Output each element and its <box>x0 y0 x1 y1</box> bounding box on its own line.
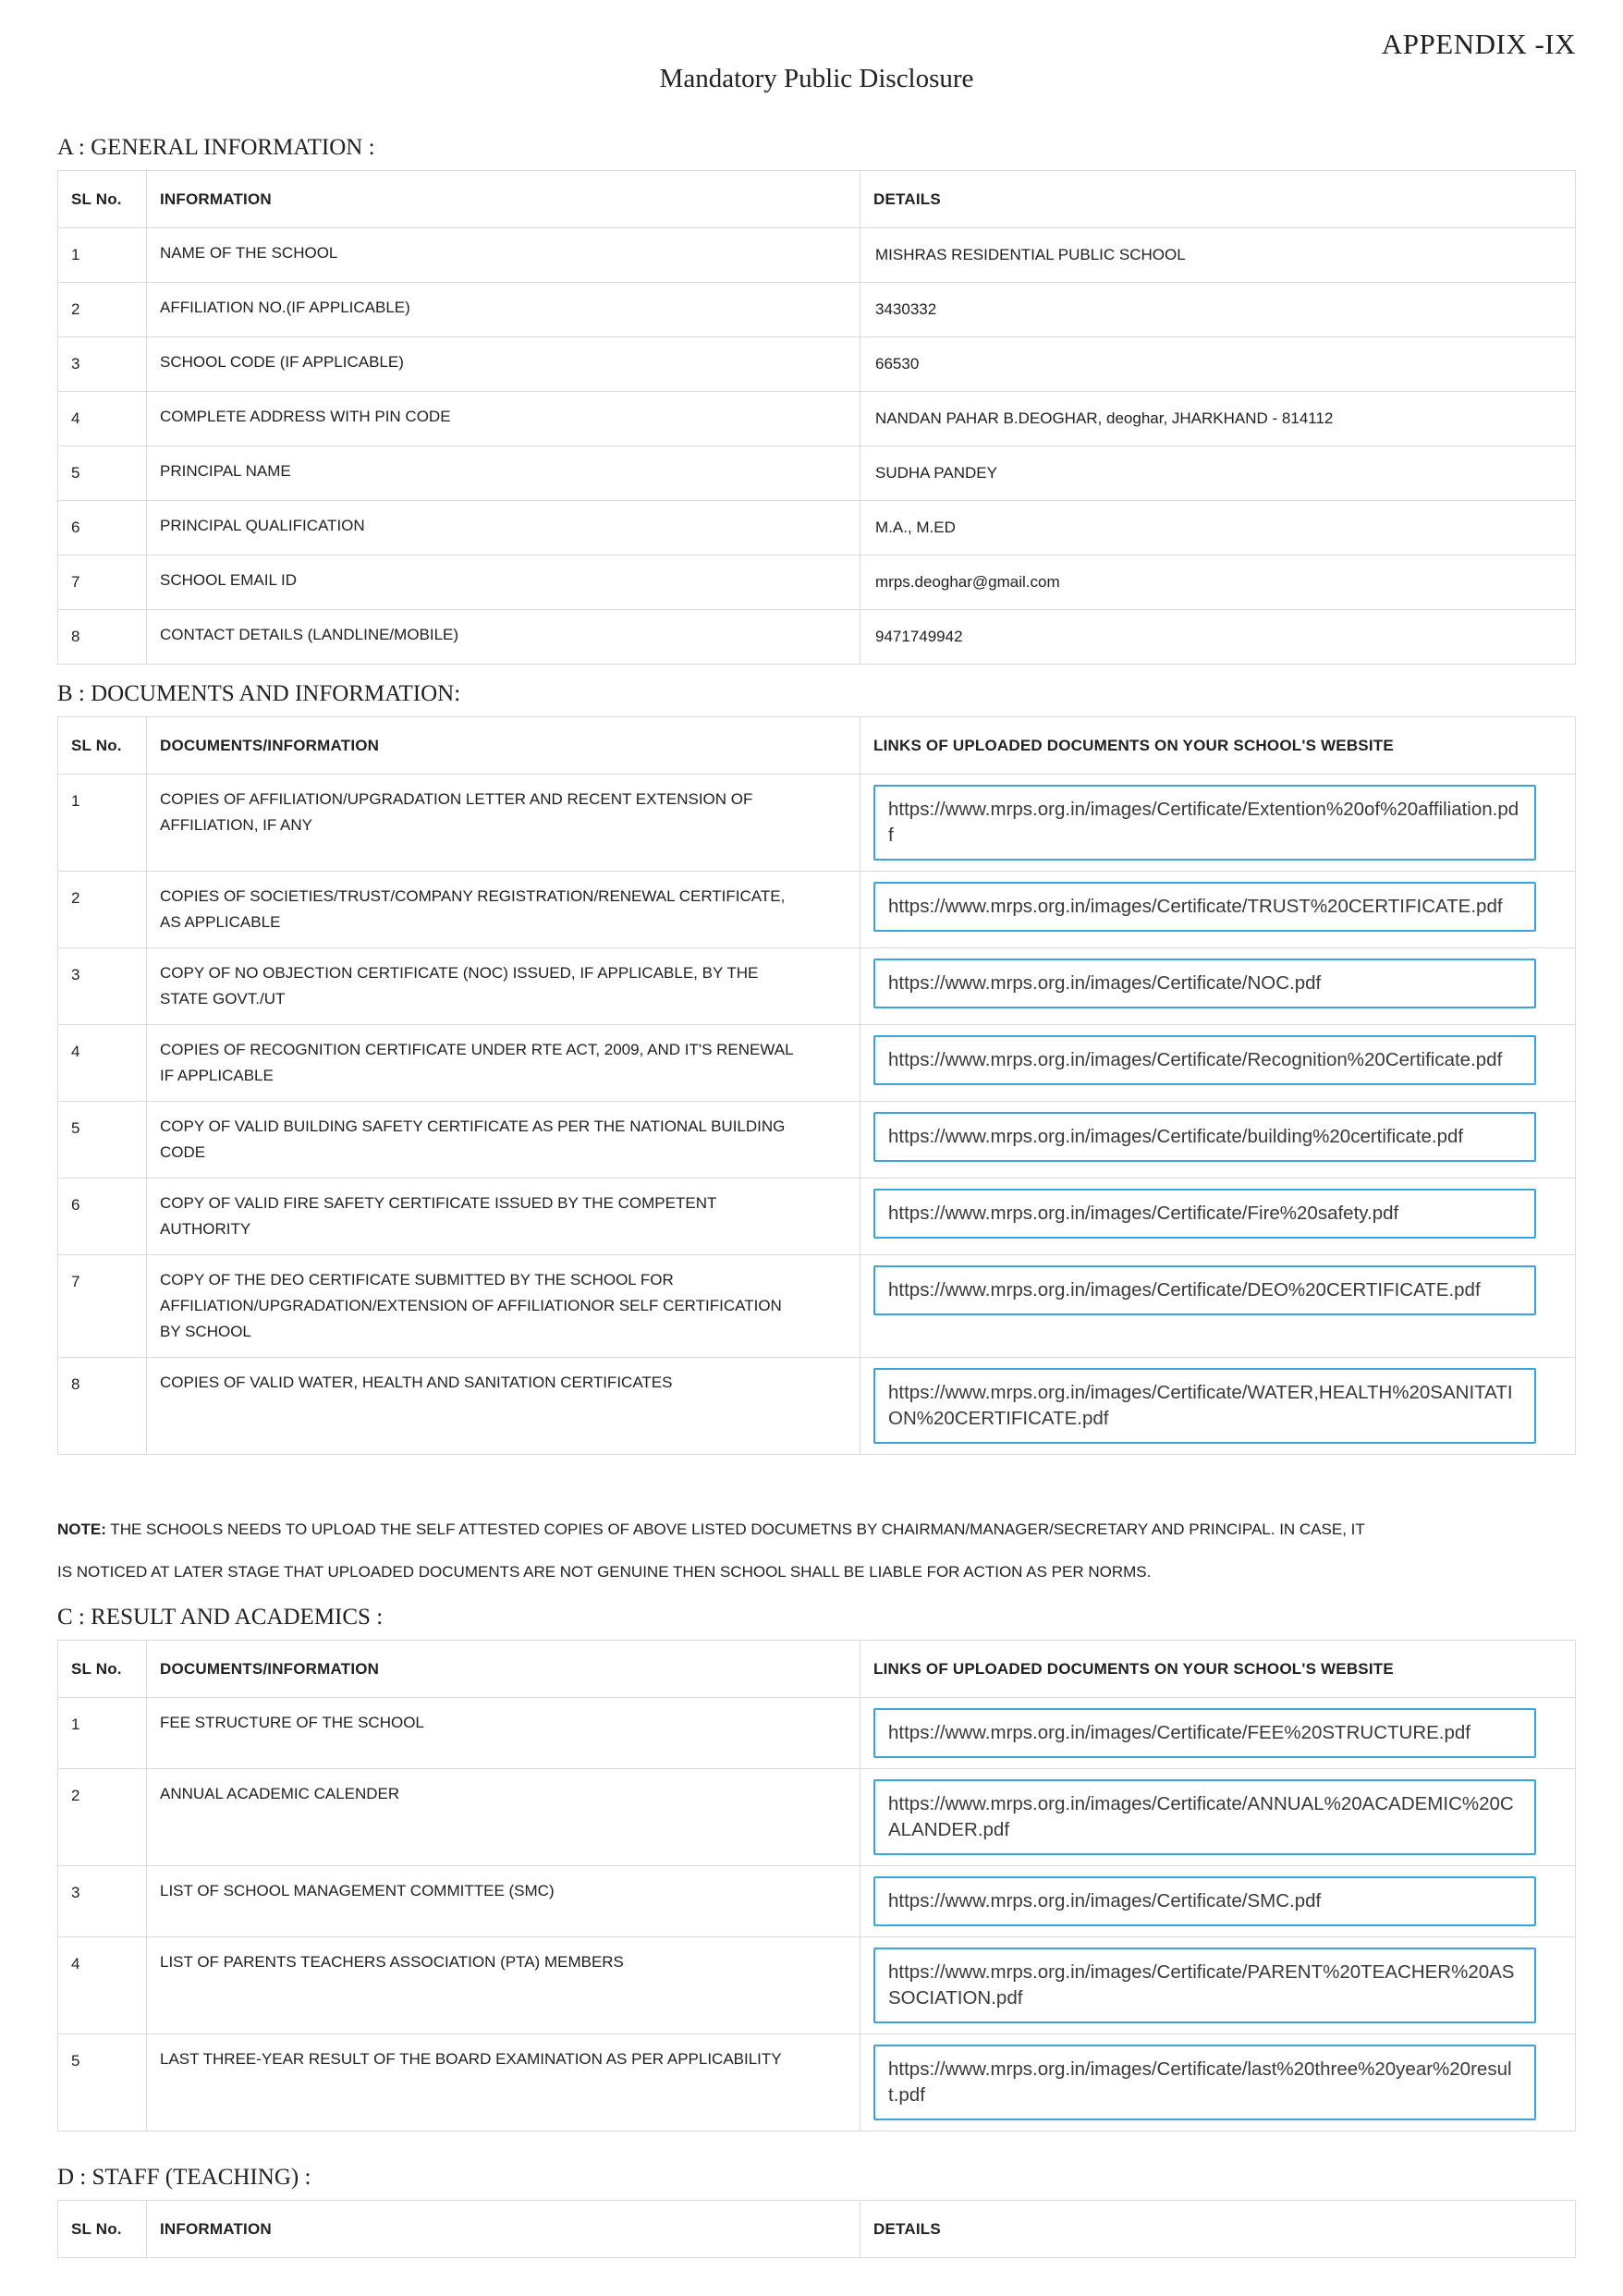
note-text: THE SCHOOLS NEEDS TO UPLOAD THE SELF ATTESTED COPIES OF ABOVE LISTED DOCUMETNS BY CHAIRMAN/MANAGER/SECRETARY AND PRINCIPAL. IN CASE, IT IS NOTICED AT LATER STAGE THAT UPLOADED DOCUMENTS ARE NOT GENUINE THEN SCHOOL SHALL BE LIABLE FOR ACTION AS PER NORMS. <box>57 1520 1365 1581</box>
document-link-box[interactable] <box>873 1368 1536 1444</box>
document-link-url: https://www.mrps.org.in/images/Certificate/WATER,HEALTH%20SANITATION%20CERTIFICATE.pdf <box>888 1382 1513 1429</box>
document-link-box[interactable] <box>873 1112 1536 1162</box>
table-row <box>58 283 1576 337</box>
cell-document-link <box>860 1179 1576 1255</box>
col-header-links: LINKS OF UPLOADED DOCUMENTS ON YOUR SCHOOL'S WEBSITE <box>860 1641 1576 1698</box>
table-row <box>58 1937 1576 2034</box>
col-header-sl-no: SL No. <box>58 1641 147 1698</box>
cell-sl-no: 1 <box>58 1698 147 1769</box>
cell-sl-no: 3 <box>58 337 147 392</box>
document-link-url: https://www.mrps.org.in/images/Certificate/FEE%20STRUCTURE.pdf <box>888 1722 1470 1743</box>
table-row <box>58 775 1576 872</box>
cell-sl-no: 1 <box>58 228 147 283</box>
cell-document-link <box>860 1358 1576 1455</box>
cell-document-label: LIST OF SCHOOL MANAGEMENT COMMITTEE (SMC) <box>147 1866 860 1937</box>
cell-sl-no: 6 <box>58 1179 147 1255</box>
cell-document-link <box>860 1866 1576 1937</box>
col-header-information: INFORMATION <box>147 171 860 228</box>
cell-document-label: COPIES OF SOCIETIES/TRUST/COMPANY REGISTRATION/RENEWAL CERTIFICATE, AS APPLICABLE <box>147 872 860 948</box>
cell-sl-no: 2 <box>58 283 147 337</box>
table-row <box>58 610 1576 665</box>
cell-sl-no: 4 <box>58 1937 147 2034</box>
col-header-details: DETAILS <box>860 171 1576 228</box>
section-d-heading: D : STAFF (TEACHING) : <box>57 2165 311 2190</box>
document-link-url: https://www.mrps.org.in/images/Certificate/ANNUAL%20ACADEMIC%20CALANDER.pdf <box>888 1793 1514 1840</box>
cell-sl-no: 7 <box>58 1255 147 1358</box>
document-link-box[interactable] <box>873 1876 1536 1926</box>
table-row <box>58 501 1576 556</box>
table-row <box>58 1255 1576 1358</box>
table-row <box>58 1102 1576 1179</box>
document-link-url: https://www.mrps.org.in/images/Certificate/TRUST%20CERTIFICATE.pdf <box>888 896 1503 917</box>
table-row <box>58 392 1576 446</box>
col-header-documents-information: DOCUMENTS/INFORMATION <box>147 1641 860 1698</box>
cell-details: M.A., M.ED <box>860 501 1576 556</box>
cell-document-link <box>860 1025 1576 1102</box>
table-row <box>58 1025 1576 1102</box>
document-link-box[interactable] <box>873 1265 1536 1315</box>
table-header-row <box>58 2201 1576 2258</box>
cell-sl-no: 3 <box>58 1866 147 1937</box>
cell-document-label: LIST OF PARENTS TEACHERS ASSOCIATION (PTA) MEMBERS <box>147 1937 860 2034</box>
cell-sl-no: 3 <box>58 948 147 1025</box>
cell-document-link <box>860 1769 1576 1866</box>
col-header-sl-no: SL No. <box>58 717 147 775</box>
appendix-label: APPENDIX -IX <box>1381 28 1576 60</box>
cell-sl-no: 5 <box>58 446 147 501</box>
cell-document-label: ANNUAL ACADEMIC CALENDER <box>147 1769 860 1866</box>
document-link-box[interactable] <box>873 959 1536 1008</box>
general-information-table <box>57 170 1576 665</box>
cell-document-label: COPIES OF VALID WATER, HEALTH AND SANITATION CERTIFICATES <box>147 1358 860 1455</box>
cell-information: AFFILIATION NO.(IF APPLICABLE) <box>147 283 860 337</box>
cell-document-label: LAST THREE-YEAR RESULT OF THE BOARD EXAMINATION AS PER APPLICABILITY <box>147 2034 860 2131</box>
cell-information: NAME OF THE SCHOOL <box>147 228 860 283</box>
document-link-url: https://www.mrps.org.in/images/Certificate/SMC.pdf <box>888 1890 1322 1911</box>
cell-sl-no: 8 <box>58 610 147 665</box>
cell-information: SCHOOL CODE (IF APPLICABLE) <box>147 337 860 392</box>
document-link-box[interactable] <box>873 1948 1536 2023</box>
document-link-url: https://www.mrps.org.in/images/Certificate/PARENT%20TEACHER%20ASSOCIATION.pdf <box>888 1961 1515 2009</box>
cell-sl-no: 2 <box>58 872 147 948</box>
document-link-box[interactable] <box>873 785 1536 861</box>
document-link-url: https://www.mrps.org.in/images/Certificate/last%20three%20year%20result.pdf <box>888 2058 1512 2106</box>
cell-sl-no: 5 <box>58 2034 147 2131</box>
cell-sl-no: 4 <box>58 392 147 446</box>
table-row <box>58 228 1576 283</box>
document-link-box[interactable] <box>873 882 1536 932</box>
col-header-sl-no: SL No. <box>58 2201 147 2258</box>
cell-document-link <box>860 2034 1576 2131</box>
document-link-url: https://www.mrps.org.in/images/Certificate/NOC.pdf <box>888 972 1322 994</box>
table-row <box>58 1866 1576 1937</box>
document-link-box[interactable] <box>873 2045 1536 2120</box>
document-link-url: https://www.mrps.org.in/images/Certificate/Fire%20safety.pdf <box>888 1203 1399 1224</box>
section-a-heading: A : GENERAL INFORMATION : <box>57 135 375 160</box>
section-b-heading: B : DOCUMENTS AND INFORMATION: <box>57 681 461 706</box>
col-header-sl-no: SL No. <box>58 171 147 228</box>
table-row <box>58 1179 1576 1255</box>
cell-document-label: COPY OF THE DEO CERTIFICATE SUBMITTED BY THE SCHOOL FOR AFFILIATION/UPGRADATION/EXTENSION OF AFFILIATIONOR SELF CERTIFICATION BY SCHOOL <box>147 1255 860 1358</box>
cell-information: SCHOOL EMAIL ID <box>147 556 860 610</box>
cell-information: PRINCIPAL QUALIFICATION <box>147 501 860 556</box>
cell-sl-no: 1 <box>58 775 147 872</box>
cell-details: mrps.deoghar@gmail.com <box>860 556 1576 610</box>
cell-information: CONTACT DETAILS (LANDLINE/MOBILE) <box>147 610 860 665</box>
document-link-url: https://www.mrps.org.in/images/Certificate/Extention%20of%20affiliation.pdf <box>888 799 1519 846</box>
document-link-box[interactable] <box>873 1779 1536 1855</box>
table-row <box>58 872 1576 948</box>
staff-teaching-table <box>57 2200 1576 2258</box>
note-label: NOTE: <box>57 1520 106 1538</box>
cell-document-label: FEE STRUCTURE OF THE SCHOOL <box>147 1698 860 1769</box>
cell-sl-no: 8 <box>58 1358 147 1455</box>
table-row <box>58 1769 1576 1866</box>
documents-information-table <box>57 716 1576 1455</box>
page-title: Mandatory Public Disclosure <box>659 64 974 93</box>
cell-document-link <box>860 1937 1576 2034</box>
cell-information: COMPLETE ADDRESS WITH PIN CODE <box>147 392 860 446</box>
cell-document-link <box>860 775 1576 872</box>
cell-document-link <box>860 1102 1576 1179</box>
table-row <box>58 948 1576 1025</box>
document-link-url: https://www.mrps.org.in/images/Certificate/Recognition%20Certificate.pdf <box>888 1049 1503 1070</box>
cell-document-link <box>860 1698 1576 1769</box>
cell-document-link <box>860 872 1576 948</box>
cell-document-link <box>860 1255 1576 1358</box>
cell-sl-no: 2 <box>58 1769 147 1866</box>
table-row <box>58 1698 1576 1769</box>
cell-sl-no: 5 <box>58 1102 147 1179</box>
col-header-details: DETAILS <box>860 2201 1576 2258</box>
result-academics-table <box>57 1640 1576 2131</box>
cell-details: MISHRAS RESIDENTIAL PUBLIC SCHOOL <box>860 228 1576 283</box>
table-row <box>58 1358 1576 1455</box>
cell-document-label: COPY OF NO OBJECTION CERTIFICATE (NOC) ISSUED, IF APPLICABLE, BY THE STATE GOVT./UT <box>147 948 860 1025</box>
table-header-row <box>58 717 1576 775</box>
cell-details: 9471749942 <box>860 610 1576 665</box>
document-link-box[interactable] <box>873 1189 1536 1239</box>
cell-details: NANDAN PAHAR B.DEOGHAR, deoghar, JHARKHAND - 814112 <box>860 392 1576 446</box>
cell-document-label: COPY OF VALID FIRE SAFETY CERTIFICATE ISSUED BY THE COMPETENT AUTHORITY <box>147 1179 860 1255</box>
document-link-box[interactable] <box>873 1035 1536 1085</box>
table-row <box>58 2034 1576 2131</box>
note <box>57 1508 1379 1594</box>
cell-sl-no: 6 <box>58 501 147 556</box>
cell-information: PRINCIPAL NAME <box>147 446 860 501</box>
cell-details: 66530 <box>860 337 1576 392</box>
cell-document-label: COPIES OF AFFILIATION/UPGRADATION LETTER AND RECENT EXTENSION OF AFFILIATION, IF ANY <box>147 775 860 872</box>
table-row <box>58 337 1576 392</box>
cell-document-label: COPIES OF RECOGNITION CERTIFICATE UNDER RTE ACT, 2009, AND IT'S RENEWAL IF APPLICABLE <box>147 1025 860 1102</box>
cell-sl-no: 4 <box>58 1025 147 1102</box>
cell-document-link <box>860 948 1576 1025</box>
table-row <box>58 446 1576 501</box>
col-header-links: LINKS OF UPLOADED DOCUMENTS ON YOUR SCHOOL'S WEBSITE <box>860 717 1576 775</box>
cell-document-label: COPY OF VALID BUILDING SAFETY CERTIFICATE AS PER THE NATIONAL BUILDING CODE <box>147 1102 860 1179</box>
table-row <box>58 556 1576 610</box>
col-header-information: INFORMATION <box>147 2201 860 2258</box>
table-header-row <box>58 1641 1576 1698</box>
table-header-row <box>58 171 1576 228</box>
document-link-url: https://www.mrps.org.in/images/Certificate/DEO%20CERTIFICATE.pdf <box>888 1279 1481 1301</box>
cell-sl-no: 7 <box>58 556 147 610</box>
col-header-documents-information: DOCUMENTS/INFORMATION <box>147 717 860 775</box>
cell-details: 3430332 <box>860 283 1576 337</box>
document-link-url: https://www.mrps.org.in/images/Certificate/building%20certificate.pdf <box>888 1126 1464 1147</box>
section-c-heading: C : RESULT AND ACADEMICS : <box>57 1605 384 1630</box>
document-link-box[interactable] <box>873 1708 1536 1758</box>
cell-details: SUDHA PANDEY <box>860 446 1576 501</box>
